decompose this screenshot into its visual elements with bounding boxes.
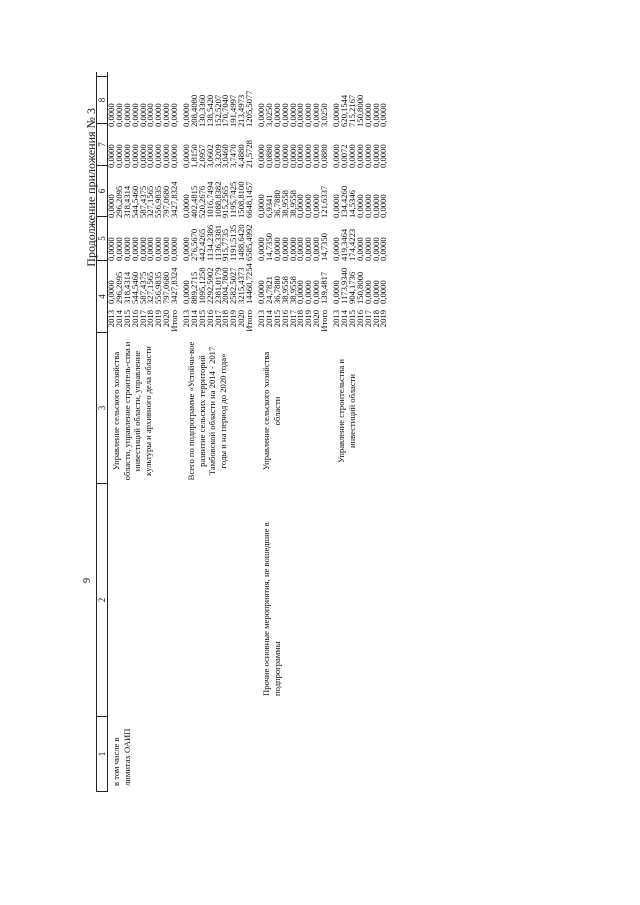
value-cell: 0,0072 xyxy=(338,144,349,168)
value-cell: 0,0000 xyxy=(181,103,192,127)
cell-col3: Управление сельского хозяйства области xyxy=(261,351,282,471)
value-cell: 296,2095 xyxy=(113,271,124,304)
value-cell: 0,0000 xyxy=(287,144,298,168)
value-cell: 327,1565 xyxy=(145,271,156,304)
value-cell: 0,0000 xyxy=(279,144,290,168)
year-cell: 2020 xyxy=(161,310,172,328)
value-cell: 4,4880 xyxy=(236,144,247,168)
cell-col1 xyxy=(333,718,388,792)
value-cell: 0,0000 xyxy=(153,103,164,127)
value-cell: 0,0000 xyxy=(303,280,314,304)
value-cell: 3215,4373 xyxy=(236,267,247,304)
value-cell: 556,9835 xyxy=(153,271,164,304)
value-cell: 0,0000 xyxy=(370,280,381,304)
year-cell: 2015 xyxy=(121,310,132,328)
cell-col3: Управление строительства и инвестиций области xyxy=(336,359,357,463)
value-cell: 150,8000 xyxy=(354,94,365,127)
value-cell: 6585,4992 xyxy=(244,224,255,261)
value-cell: 0,0000 xyxy=(256,103,267,127)
value-cell: 0,0000 xyxy=(311,194,322,218)
value-cell: 0,0000 xyxy=(362,280,373,304)
value-cell: 0,0000 xyxy=(129,103,140,127)
year-column xyxy=(183,308,254,336)
value-cell: 318,4314 xyxy=(121,185,132,218)
value-cell: 915,7735 xyxy=(220,228,231,261)
value-cell: 0,0000 xyxy=(370,103,381,127)
year-column xyxy=(108,308,179,336)
value-cell: 0,0000 xyxy=(279,237,290,261)
value-cell: 3,0250 xyxy=(263,103,274,127)
value-cell: 2381,0179 xyxy=(212,267,223,304)
value-cell: 0,0000 xyxy=(121,103,132,127)
value-cell: 0,0000 xyxy=(181,194,192,218)
value-cell: 0,0000 xyxy=(181,280,192,304)
value-cell: 0,0000 xyxy=(256,237,267,261)
year-cell: 2015 xyxy=(271,310,282,328)
year-cell: 2013 xyxy=(106,310,116,328)
value-cell: 2004,7800 xyxy=(220,267,231,304)
value-cell: 0,0880 xyxy=(263,144,274,168)
value-cell: 1205,5077 xyxy=(244,90,255,127)
value-cell: 1488,6420 xyxy=(236,224,247,261)
value-cell: 0,0000 xyxy=(354,237,365,261)
year-cell: 2016 xyxy=(129,310,140,328)
value-column-6 xyxy=(183,172,254,222)
value-cell: 1134,2386 xyxy=(204,224,215,261)
value-cell: 587,4375 xyxy=(137,271,148,304)
value-cell: 0,0000 xyxy=(106,280,116,304)
value-cell: 0,0000 xyxy=(303,144,314,168)
year-cell: 2014 xyxy=(113,310,124,328)
value-cell: 797,0680 xyxy=(161,185,172,218)
value-cell: 0,0000 xyxy=(169,103,180,127)
year-column xyxy=(258,308,329,336)
value-cell: 0,0000 xyxy=(295,103,306,127)
value-cell: 2,0957 xyxy=(196,144,207,168)
value-cell: 208,4080 xyxy=(188,94,199,127)
value-cell: 0,0000 xyxy=(362,194,373,218)
value-cell: 0,0000 xyxy=(169,144,180,168)
value-cell: 0,0000 xyxy=(145,237,156,261)
value-column-4 xyxy=(183,265,254,308)
value-column-7 xyxy=(183,131,254,172)
value-cell: 0,0000 xyxy=(303,194,314,218)
year-cell: 2013 xyxy=(256,310,267,328)
col-header-3: 3 xyxy=(97,332,107,483)
year-cell: 2016 xyxy=(279,310,290,328)
value-cell: 544,5460 xyxy=(129,271,140,304)
page-number: 9 xyxy=(82,578,93,583)
value-cell: 3,0460 xyxy=(220,144,231,168)
value-column-4 xyxy=(333,265,388,308)
value-cell: 0,0000 xyxy=(106,194,116,218)
value-cell: 0,0000 xyxy=(106,237,116,261)
value-cell: 0,0000 xyxy=(181,237,192,261)
value-cell: 0,0000 xyxy=(256,280,267,304)
value-cell: 0,0000 xyxy=(378,144,389,168)
value-cell: 2292,5902 xyxy=(204,267,215,304)
value-cell: 0,0000 xyxy=(331,194,342,218)
value-cell: 38,9558 xyxy=(279,190,290,218)
value-cell: 1136,3381 xyxy=(212,224,223,261)
value-cell: 0,0000 xyxy=(331,237,342,261)
year-cell: 2019 xyxy=(228,310,239,328)
cell-col3: Всего по подпрограмме «Устойчи-вое развитие сельских территорий Тамбовской области на 2014 - 2017 годы и на период до 2020 года» xyxy=(186,341,228,481)
col-header-5: 5 xyxy=(97,216,107,260)
value-cell: 130,3360 xyxy=(196,94,207,127)
value-column-5 xyxy=(333,222,388,265)
value-cell: 0,0000 xyxy=(129,237,140,261)
value-cell: 2582,5027 xyxy=(228,267,239,304)
value-cell: 0,0000 xyxy=(346,144,357,168)
value-cell: 520,2676 xyxy=(196,185,207,218)
year-cell: 2018 xyxy=(295,310,306,328)
value-cell: 1173,9340 xyxy=(338,267,349,304)
col-header-4: 4 xyxy=(97,260,107,332)
year-cell: 2015 xyxy=(346,310,357,328)
value-cell: 0,0000 xyxy=(106,144,116,168)
table-section xyxy=(258,72,329,792)
year-cell: 2014 xyxy=(338,310,349,328)
value-cell: 0,0000 xyxy=(137,144,148,168)
value-cell: 0,0000 xyxy=(121,237,132,261)
value-cell: 3427,8324 xyxy=(169,181,180,218)
value-column-4 xyxy=(258,265,329,308)
value-cell: 0,0000 xyxy=(295,280,306,304)
value-column-5 xyxy=(108,222,179,265)
year-cell: Итого xyxy=(244,310,255,332)
col-header-8: 8 xyxy=(97,76,107,123)
value-cell: 0,0000 xyxy=(370,144,381,168)
value-cell: 327,1565 xyxy=(145,185,156,218)
value-column-7 xyxy=(333,131,388,172)
value-cell: 191,4997 xyxy=(228,94,239,127)
value-cell: 3,0602 xyxy=(204,144,215,168)
year-cell: 2013 xyxy=(181,310,192,328)
value-cell: 0,0000 xyxy=(279,103,290,127)
value-cell: 0,0000 xyxy=(113,237,124,261)
value-cell: 0,0000 xyxy=(287,237,298,261)
value-column-6 xyxy=(333,172,388,222)
value-cell: 36,7880 xyxy=(271,190,282,218)
value-cell: 0,0000 xyxy=(271,237,282,261)
value-cell: 419,3464 xyxy=(338,228,349,261)
value-cell: 0,0000 xyxy=(362,103,373,127)
value-cell: 0,0000 xyxy=(106,103,116,127)
value-cell: 0,0000 xyxy=(378,237,389,261)
value-cell: 0,0000 xyxy=(137,103,148,127)
value-cell: 0,0000 xyxy=(378,103,389,127)
value-cell: 121,6337 xyxy=(319,185,330,218)
year-cell: 2017 xyxy=(137,310,148,328)
value-cell: 0,0000 xyxy=(303,103,314,127)
value-cell: 0,0000 xyxy=(295,144,306,168)
year-cell: 2016 xyxy=(204,310,215,328)
value-cell: 0,0000 xyxy=(129,144,140,168)
value-cell: 6648,1457 xyxy=(244,181,255,218)
value-cell: 134,4260 xyxy=(338,185,349,218)
year-cell: Итого xyxy=(169,310,180,332)
year-cell: 2019 xyxy=(378,310,389,328)
value-cell: 1095,1258 xyxy=(196,267,207,304)
cell-col2: Прочие основные мероприятия, не вошедшие в подпрограммы xyxy=(261,522,283,696)
table-section xyxy=(183,72,254,792)
value-cell: 3,7470 xyxy=(228,144,239,168)
value-cell: 24,7821 xyxy=(263,276,274,304)
value-cell: 1508,8100 xyxy=(236,181,247,218)
cell-col1 xyxy=(258,718,329,792)
year-cell: Итого xyxy=(319,310,330,332)
value-cell: 1016,7494 xyxy=(204,181,215,218)
value-column-7 xyxy=(108,131,179,172)
value-cell: 0,0000 xyxy=(354,144,365,168)
value-cell: 0,0000 xyxy=(169,237,180,261)
value-cell: 38,9558 xyxy=(279,276,290,304)
year-cell: 2018 xyxy=(370,310,381,328)
value-cell: 797,0680 xyxy=(161,271,172,304)
value-cell: 0,0000 xyxy=(295,194,306,218)
value-cell: 0,0000 xyxy=(311,103,322,127)
value-cell: 0,0000 xyxy=(311,237,322,261)
value-cell: 0,0000 xyxy=(311,280,322,304)
value-cell: 0,0000 xyxy=(145,103,156,127)
value-cell: 14,7350 xyxy=(263,233,274,261)
value-cell: 0,0000 xyxy=(287,103,298,127)
value-cell: 1,8150 xyxy=(188,144,199,168)
value-cell: 556,9835 xyxy=(153,185,164,218)
cell-col2 xyxy=(333,486,388,718)
value-cell: 174,4223 xyxy=(346,228,357,261)
value-cell: 0,0000 xyxy=(362,144,373,168)
value-column-5 xyxy=(258,222,329,265)
value-cell: 0,0000 xyxy=(370,237,381,261)
value-cell: 0,0000 xyxy=(378,280,389,304)
value-cell: 139,4817 xyxy=(319,271,330,304)
value-column-5 xyxy=(183,222,254,265)
value-cell: 0,0000 xyxy=(354,194,365,218)
table-section xyxy=(333,72,388,792)
year-cell: 2018 xyxy=(220,310,231,328)
year-cell: 2017 xyxy=(362,310,373,328)
value-cell: 213,4973 xyxy=(236,94,247,127)
col-header-2: 2 xyxy=(97,483,107,716)
year-cell: 2017 xyxy=(287,310,298,328)
page-header-note: Продолжение приложения № 3 xyxy=(84,108,98,267)
year-cell: 2019 xyxy=(153,310,164,328)
value-cell: 150,8000 xyxy=(354,271,365,304)
value-cell: 1191,5135 xyxy=(228,224,239,261)
value-cell: 0,0000 xyxy=(137,237,148,261)
year-cell: 2020 xyxy=(311,310,322,328)
value-cell: 0,0000 xyxy=(362,237,373,261)
value-cell: 0,0000 xyxy=(271,144,282,168)
value-column-8 xyxy=(258,85,329,131)
value-cell: 6,9341 xyxy=(263,194,274,218)
value-cell: 276,5670 xyxy=(188,228,199,261)
value-cell: 0,0000 xyxy=(370,194,381,218)
cell-col2 xyxy=(183,486,254,718)
year-cell: 2017 xyxy=(212,310,223,328)
value-cell: 0,0000 xyxy=(113,103,124,127)
value-cell: 904,1736 xyxy=(346,271,357,304)
cell-col3: Управление сельского хозяйства области, управление строитель-ства и инвестиций области, управление культуры и архивного дела области xyxy=(111,341,153,481)
value-cell: 715,2167 xyxy=(346,94,357,127)
value-cell: 0,0000 xyxy=(256,194,267,218)
value-cell: 152,5207 xyxy=(212,94,223,127)
value-cell: 0,0000 xyxy=(295,237,306,261)
year-cell: 2014 xyxy=(188,310,199,328)
year-cell: 2014 xyxy=(263,310,274,328)
col-header-6: 6 xyxy=(97,165,107,216)
value-cell: 915,2565 xyxy=(220,185,231,218)
value-column-6 xyxy=(108,172,179,222)
value-cell: 36,7880 xyxy=(271,276,282,304)
col-header-7: 7 xyxy=(97,123,107,165)
value-cell: 14460,7254 xyxy=(244,263,255,304)
value-cell: 0,0000 xyxy=(331,280,342,304)
value-column-8 xyxy=(333,85,388,131)
value-cell: 0,0000 xyxy=(113,144,124,168)
value-cell: 0,0000 xyxy=(161,144,172,168)
cell-col1 xyxy=(183,718,254,792)
value-cell: 0,0000 xyxy=(378,194,389,218)
value-cell: 38,9558 xyxy=(287,190,298,218)
table-section xyxy=(108,72,179,792)
value-cell: 587,4375 xyxy=(137,185,148,218)
value-cell: 3427,8324 xyxy=(169,267,180,304)
value-cell: 0,0000 xyxy=(145,144,156,168)
value-cell: 0,0880 xyxy=(319,144,330,168)
value-cell: 0,0000 xyxy=(153,144,164,168)
value-cell: 442,4265 xyxy=(196,228,207,261)
value-cell: 1088,8382 xyxy=(212,181,223,218)
value-cell: 318,4314 xyxy=(121,271,132,304)
value-cell: 38,9558 xyxy=(287,276,298,304)
value-cell: 0,0000 xyxy=(181,144,192,168)
table-body xyxy=(108,72,388,792)
value-cell: 402,4815 xyxy=(188,185,199,218)
value-column-6 xyxy=(258,172,329,222)
value-cell: 296,2095 xyxy=(113,185,124,218)
value-cell: 0,0000 xyxy=(311,144,322,168)
value-cell: 0,0000 xyxy=(271,103,282,127)
value-cell: 0,0000 xyxy=(331,103,342,127)
value-cell: 544,5460 xyxy=(129,185,140,218)
cell-col1: в том числе в лимитах ОАИП xyxy=(111,728,132,786)
value-column-8 xyxy=(108,85,179,131)
value-cell: 1195,7425 xyxy=(228,181,239,218)
value-cell: 0,0000 xyxy=(161,237,172,261)
year-cell: 2018 xyxy=(145,310,156,328)
value-cell: 0,0000 xyxy=(331,144,342,168)
year-cell: 2016 xyxy=(354,310,365,328)
value-cell: 889,2715 xyxy=(188,271,199,304)
value-column-4 xyxy=(108,265,179,308)
value-cell: 0,0000 xyxy=(121,144,132,168)
year-column xyxy=(333,308,388,336)
col-header-1: 1 xyxy=(97,716,107,792)
value-cell: 0,0000 xyxy=(161,103,172,127)
cell-col2 xyxy=(108,486,179,718)
year-cell: 2013 xyxy=(331,310,342,328)
value-cell: 21,5728 xyxy=(244,140,255,168)
value-cell: 3,3209 xyxy=(212,144,223,168)
value-cell: 0,0000 xyxy=(153,237,164,261)
value-cell: 170,7040 xyxy=(220,94,231,127)
value-cell: 14,5346 xyxy=(346,190,357,218)
year-cell: 2019 xyxy=(303,310,314,328)
value-column-7 xyxy=(258,131,329,172)
value-cell: 620,1544 xyxy=(338,94,349,127)
value-cell: 14,7350 xyxy=(319,233,330,261)
value-cell: 138,5420 xyxy=(204,94,215,127)
value-column-8 xyxy=(183,85,254,131)
year-cell: 2020 xyxy=(236,310,247,328)
value-cell: 0,0000 xyxy=(303,237,314,261)
year-cell: 2015 xyxy=(196,310,207,328)
value-cell: 3,0250 xyxy=(319,103,330,127)
value-cell: 0,0000 xyxy=(256,144,267,168)
